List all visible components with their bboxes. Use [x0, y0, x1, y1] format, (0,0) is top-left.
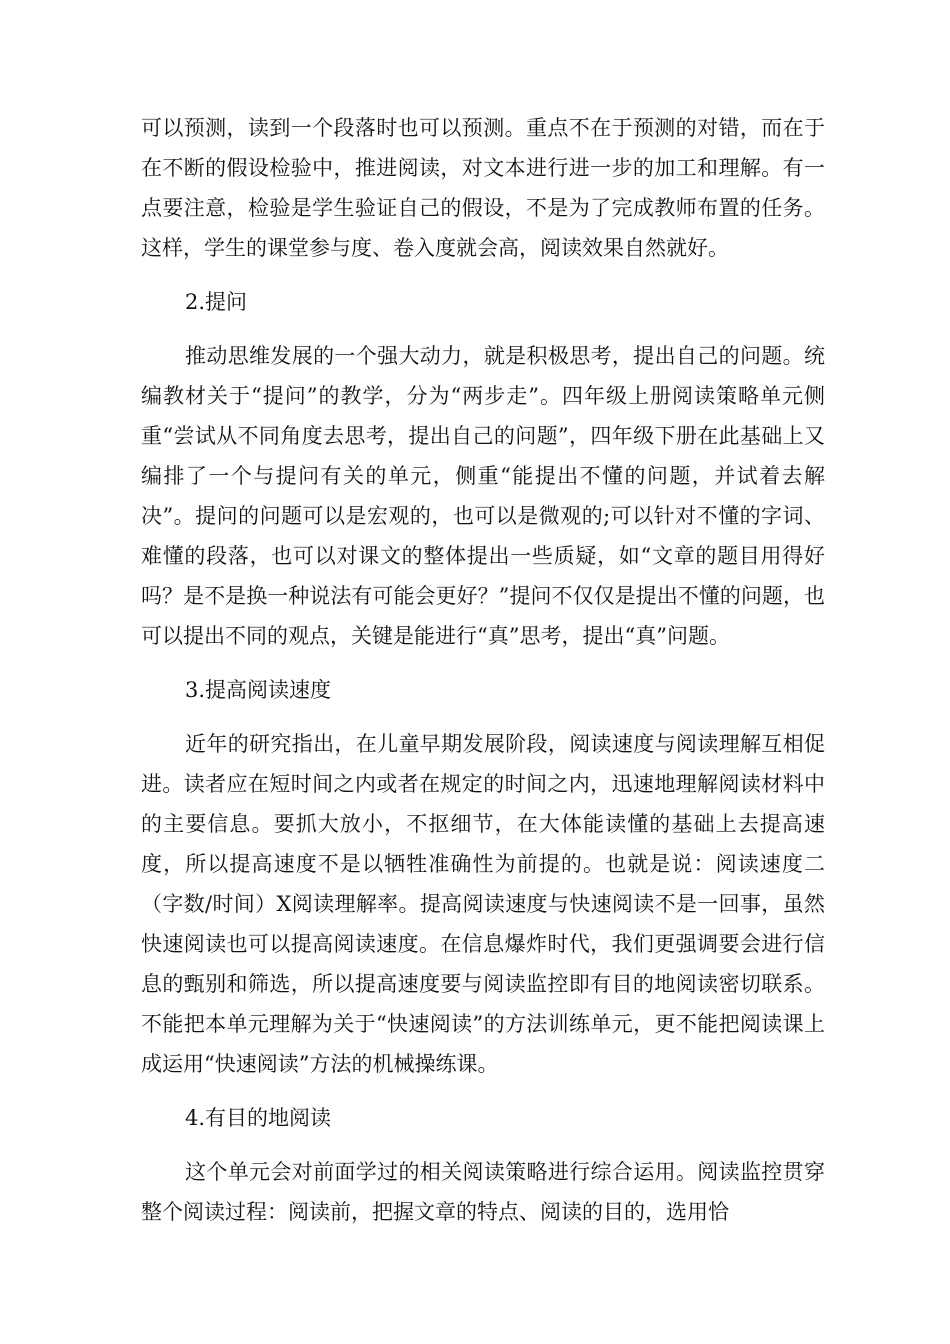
paragraph-reading-speed: 近年的研究指出，在儿童早期发展阶段，阅读速度与阅读理解互相促进。读者应在短时间之内或者在规定的时间之内，迅速地理解阅读材料中的主要信息。要抓大放小，不抠细节，在大体能读懂的基础上去提高速度，所以提高速度不是以牺牲准确性为前提的。也就是说：阅读速度二（字数/时间）X阅读理解率。提高阅读速度与快速阅读不是一回事，虽然快速阅读也可以提高阅读速度。在信息爆炸时代，我们更强调要会进行信息的甄别和筛选，所以提高速度要与阅读监控即有目的地阅读密切联系。不能把本单元理解为关于“快速阅读”的方法训练单元，更不能把阅读课上成运用“快速阅读”方法的机械操练课。 [141, 732, 825, 1076]
paragraph-questioning: 推动思维发展的一个强大动力，就是积极思考，提出自己的问题。统编教材关于“提问”的教学，分为“两步走”。四年级上册阅读策略单元侧重“尝试从不同角度去思考，提出自己的问题”，四年级下册在此基础上又编排了一个与提问有关的单元，侧重“能提出不懂的问题，并试着去解决”。提问的问题可以是宏观的，也可以是微观的;可以针对不懂的字词、难懂的段落，也可以对课文的整体提出一些质疑，如“文章的题目用得好吗？是不是换一种说法有可能会更好？”提问不仅仅是提出不懂的问题，也可以提出不同的观点，关键是能进行“真”思考，提出“真”问题。 [141, 344, 825, 648]
paragraph-prediction-continued: 可以预测，读到一个段落时也可以预测。重点不在于预测的对错，而在于在不断的假设检验中，推进阅读，对文本进行进一步的加工和理解。有一点要注意，检验是学生验证自己的假设，不是为了完成教师布置的任务。这样，学生的课堂参与度、卷入度就会高，阅读效果自然就好。 [141, 116, 825, 260]
paragraph-purposeful-reading: 这个单元会对前面学过的相关阅读策略进行综合运用。阅读监控贯穿整个阅读过程：阅读前，把握文章的特点、阅读的目的，选用恰 [141, 1160, 825, 1224]
section-heading-reading-speed: 3.提高阅读速度 [185, 678, 332, 702]
section-heading-questioning: 2.提问 [185, 290, 248, 314]
document-body [141, 108, 825, 1232]
section-heading-purposeful-reading: 4.有目的地阅读 [185, 1106, 332, 1130]
